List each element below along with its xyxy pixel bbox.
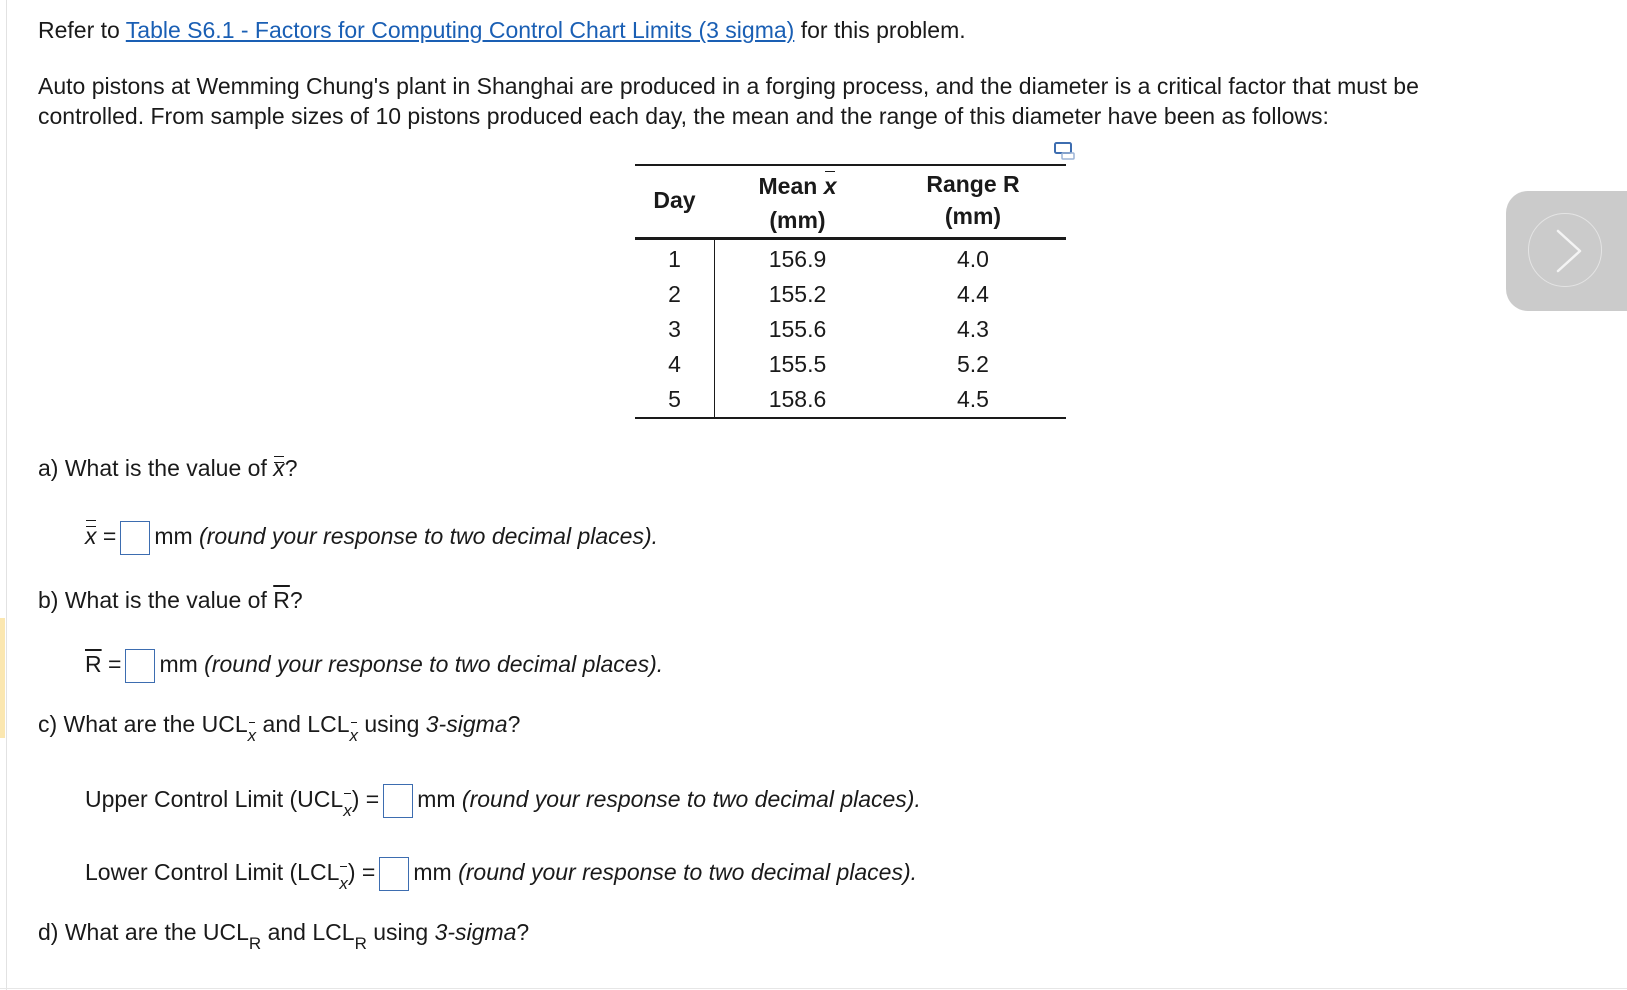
- xbar-subscript: x: [339, 866, 348, 902]
- table-cell-mean: 156.9: [768, 246, 827, 272]
- xbar-subscript: x: [248, 722, 257, 750]
- answer-a-row: [85, 518, 658, 555]
- header-mean-unit: (mm): [769, 207, 826, 233]
- table-cell-day: 5: [668, 386, 681, 412]
- question-c-text: c) What are the UCL: [38, 711, 248, 737]
- question-d: [38, 918, 530, 953]
- copy-table-icon[interactable]: [1054, 141, 1076, 161]
- chevron-right-icon: [1546, 221, 1586, 281]
- lcl-x-label: Lower Control Limit (LCL: [85, 859, 340, 885]
- answer-a-equals: =: [96, 523, 117, 549]
- rbar-label: $\overline{R}$: [85, 651, 102, 677]
- header-mean-word: Mean: [758, 173, 818, 199]
- table-top-rule: [635, 164, 1066, 166]
- xdoublebar-label: x: [85, 518, 97, 554]
- question-d-suffix: ?: [516, 919, 530, 945]
- answer-b-hint: (round your response to two decimal places).: [204, 651, 664, 677]
- table-cell-mean: 155.6: [768, 316, 827, 342]
- answer-b-row: [85, 646, 663, 683]
- xbar-subscript: x: [343, 793, 352, 829]
- answer-a-unit: mm: [154, 523, 200, 549]
- table-bottom-rule: [635, 417, 1066, 419]
- ucl-x-equals: ) =: [351, 786, 380, 812]
- lcl-x-hint: (round your response to two decimal places).: [458, 859, 918, 885]
- question-b: [38, 586, 303, 614]
- xdoublebar-symbol: x: [273, 455, 285, 481]
- table-cell-range: 4.5: [957, 386, 989, 412]
- problem-text-line-2: controlled. From sample sizes of 10 pistons produced each day, the mean and the range of this diameter have been as follows:: [38, 103, 1329, 129]
- ucl-x-hint: (round your response to two decimal places).: [461, 786, 921, 812]
- table-cell-day: 1: [668, 246, 681, 272]
- question-a: [38, 454, 298, 482]
- table-cell-day: 3: [668, 316, 681, 342]
- intro-prefix: Refer to: [38, 17, 126, 43]
- table-cell-mean: 155.2: [768, 281, 827, 307]
- table-cell-range: 5.2: [957, 351, 989, 377]
- question-b-suffix: ?: [289, 587, 303, 613]
- question-d-and: and LCL: [261, 919, 355, 945]
- xdoublebar-input[interactable]: [120, 521, 150, 555]
- question-c-sigma: 3-sigma: [425, 711, 508, 737]
- question-d-text: d) What are the UCL: [38, 919, 249, 945]
- table-cell-day: 4: [668, 351, 681, 377]
- lcl-x-equals: ) =: [347, 859, 376, 885]
- lcl-x-unit: mm: [413, 859, 459, 885]
- question-d-using: using: [366, 919, 435, 945]
- table-cell-mean: 155.5: [768, 351, 827, 377]
- ucl-x-label: Upper Control Limit (UCL: [85, 786, 344, 812]
- problem-text-line-1: Auto pistons at Wemming Chung's plant in Shanghai are produced in a forging process, and the diameter is a critical factor that must be: [38, 73, 1419, 99]
- answer-a-hint: (round your response to two decimal places).: [199, 523, 658, 549]
- question-c-suffix: ?: [507, 711, 521, 737]
- table-s6-1-link[interactable]: Table S6.1 - Factors for Computing Control Chart Limits (3 sigma): [125, 17, 795, 43]
- left-accent-bar: [0, 618, 5, 738]
- question-c-and: and LCL: [256, 711, 350, 737]
- r-subscript: R: [354, 934, 367, 953]
- question-d-sigma: 3-sigma: [434, 919, 517, 945]
- table-cell-mean: 158.6: [768, 386, 827, 412]
- rbar-input[interactable]: [125, 649, 155, 683]
- ucl-x-input[interactable]: [383, 784, 413, 818]
- rbar-symbol: $\overline{R}$: [273, 587, 290, 613]
- intro-suffix: for this problem.: [794, 17, 966, 43]
- header-range: Range R: [926, 171, 1020, 197]
- table-cell-day: 2: [668, 281, 681, 307]
- question-a-suffix: ?: [284, 455, 298, 481]
- table-cell-range: 4.4: [957, 281, 989, 307]
- table-cell-range: 4.0: [957, 246, 989, 272]
- question-b-text: b) What is the value of: [38, 587, 274, 613]
- table-header-rule: [635, 237, 1066, 240]
- header-day: Day: [653, 187, 696, 213]
- left-border: [6, 0, 7, 990]
- xbar-subscript: x: [350, 722, 359, 750]
- ucl-x-unit: mm: [417, 786, 462, 812]
- header-mean: [715, 170, 880, 202]
- ucl-x-row: [85, 781, 921, 820]
- intro-line: [38, 16, 966, 44]
- question-a-text: a) What is the value of: [38, 455, 274, 481]
- answer-b-unit: mm: [159, 651, 205, 677]
- next-button[interactable]: [1506, 191, 1627, 311]
- table-cell-range: 4.3: [957, 316, 989, 342]
- bottom-divider: [0, 988, 1627, 989]
- question-c: [38, 710, 521, 745]
- question-c-using: using: [358, 711, 426, 737]
- lcl-x-row: [85, 854, 917, 893]
- header-mean-symbol: x: [824, 170, 837, 202]
- lcl-x-input[interactable]: [379, 857, 409, 891]
- header-range-unit: (mm): [944, 203, 1002, 229]
- r-subscript: R: [248, 934, 262, 953]
- answer-b-equals: =: [101, 651, 122, 677]
